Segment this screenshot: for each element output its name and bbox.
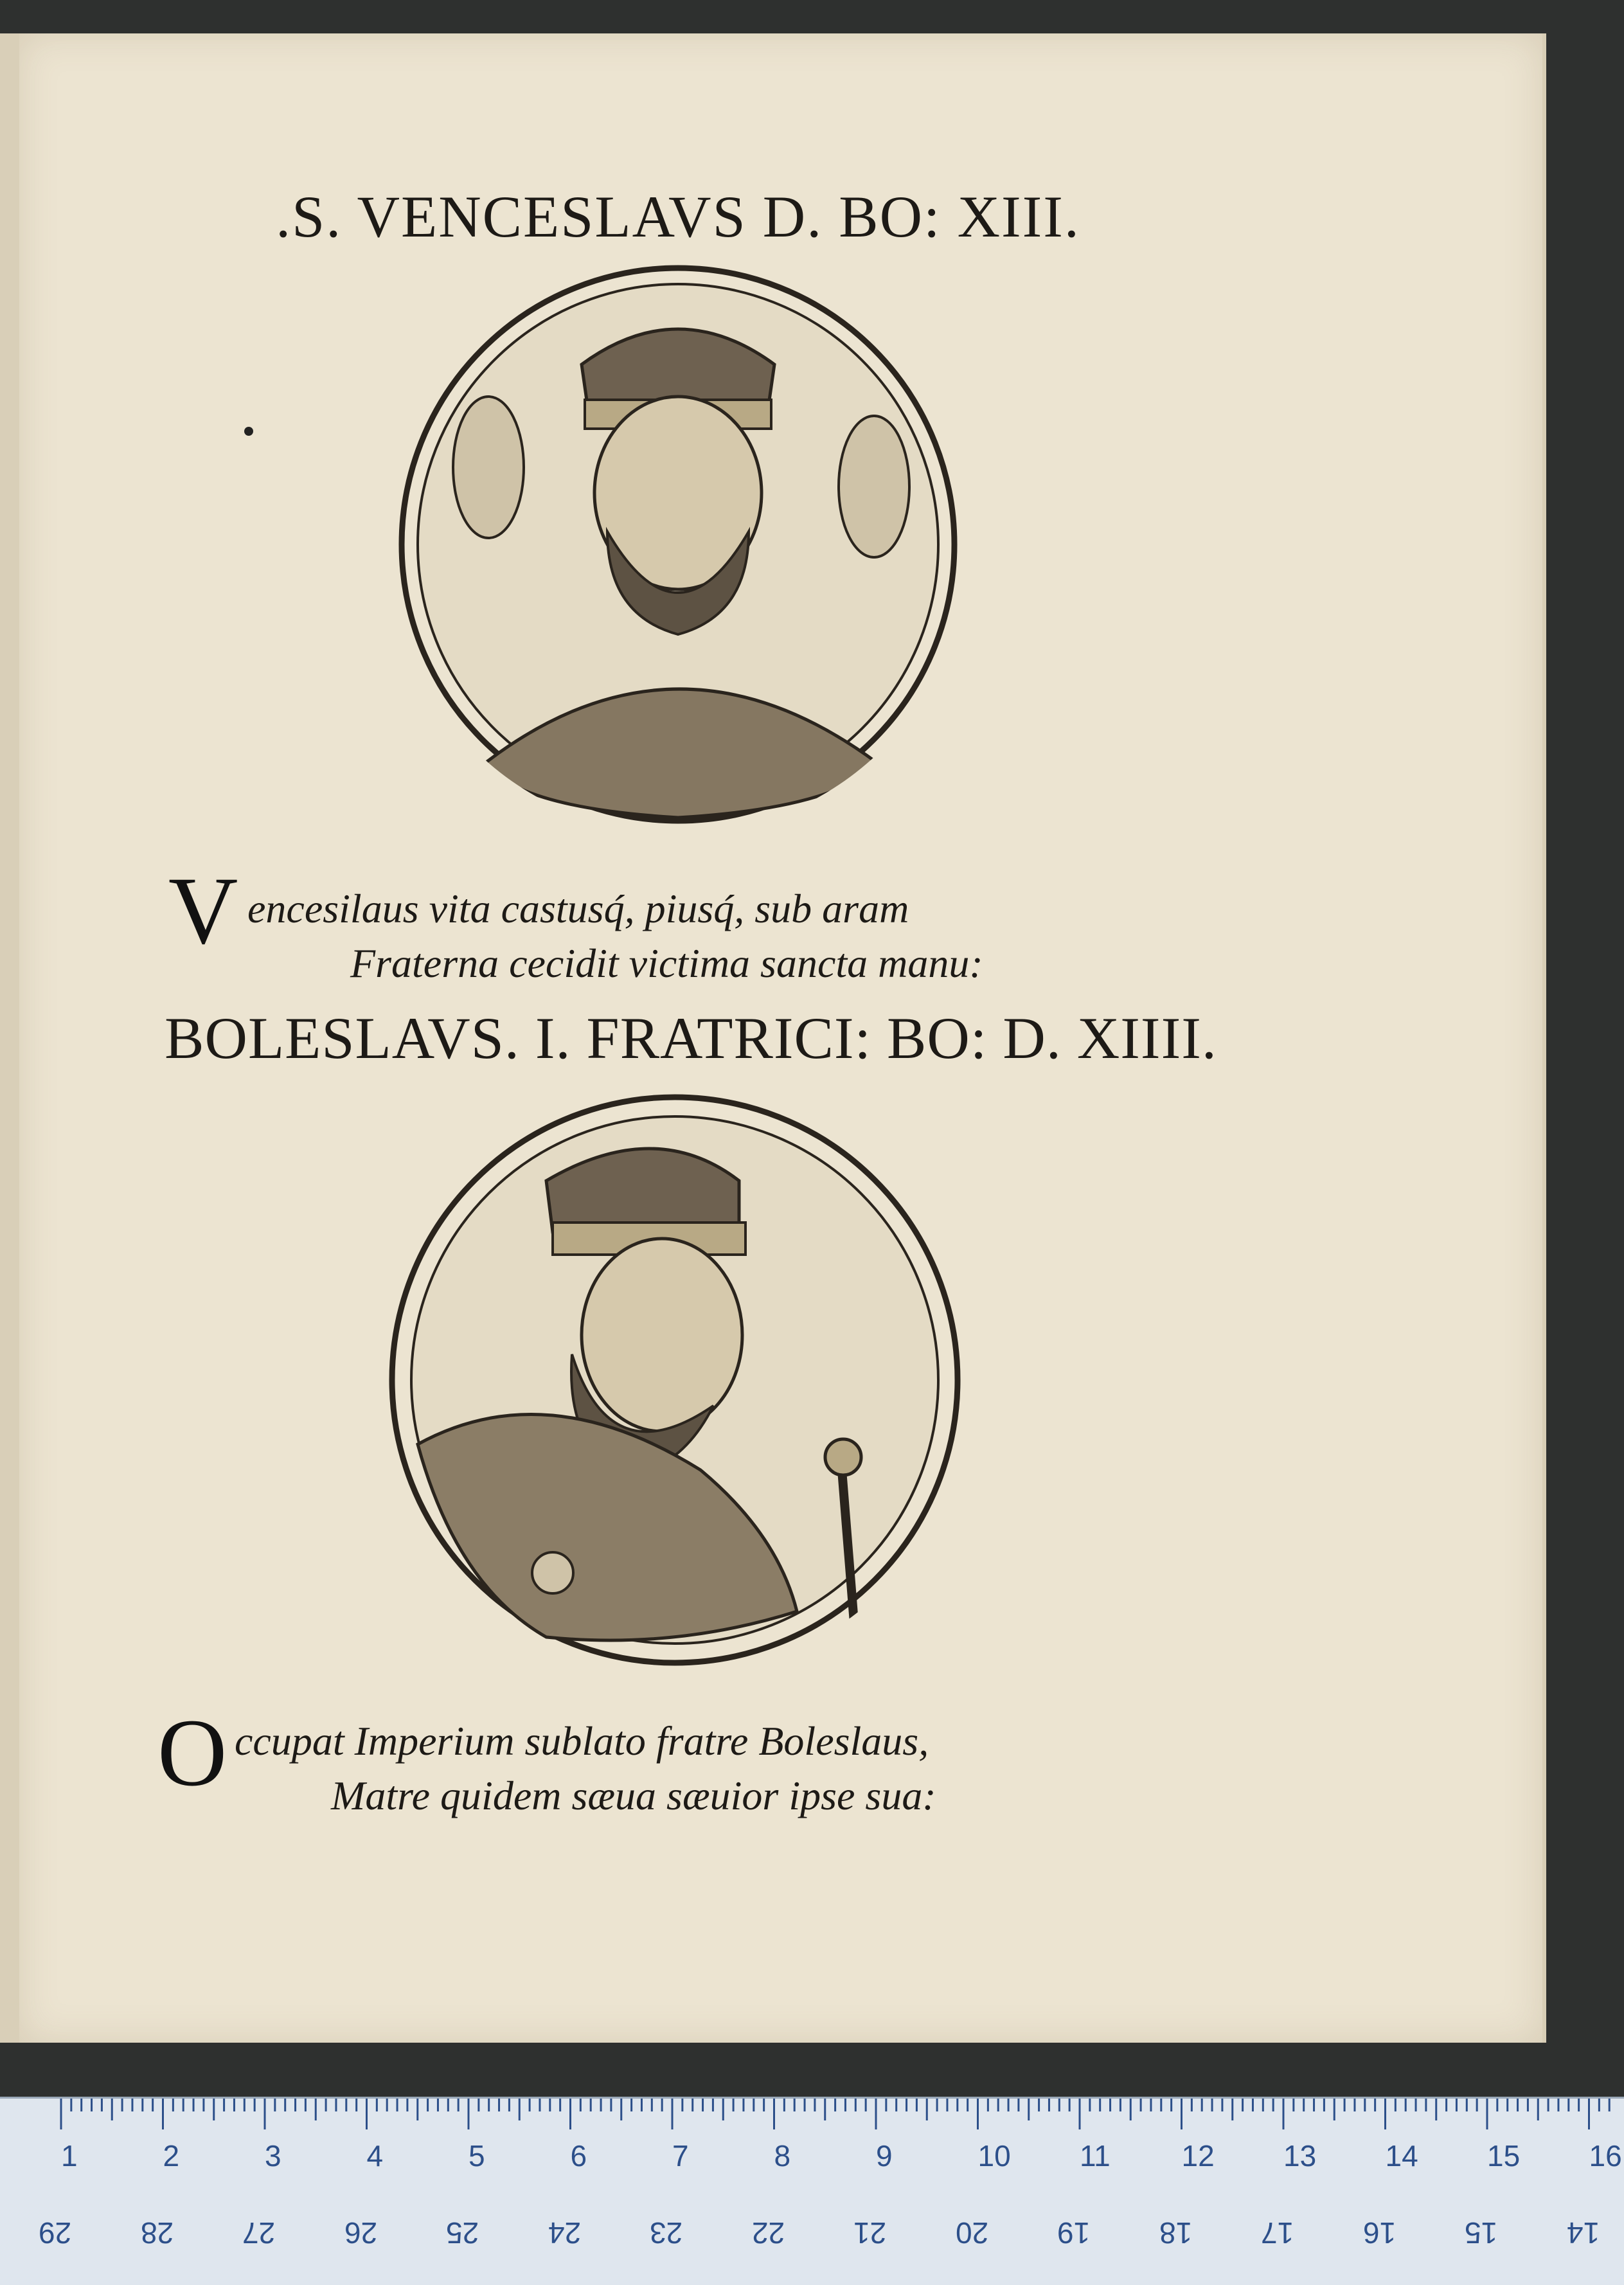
verse-line-2: Fraterna cecidit victima sancta manu: [350,940,983,986]
ink-mark [244,427,253,436]
verse-line-4: Matre quidem sæua sæuior ipse sua: [331,1773,936,1818]
ruler-label-top: 1 [61,2139,78,2173]
ruler-label-top: 15 [1487,2139,1521,2173]
ruler-label-top: 8 [774,2139,791,2173]
ruler-label-top: 2 [163,2139,180,2173]
ruler-label-bottom: 28 [140,2216,174,2250]
verse-line-1: encesilaus vita castusq́, piusq́, sub aram [247,886,909,931]
ruler-label-top: 12 [1181,2139,1215,2173]
page-title-venceslaus: .S. VENCESLAVS D. BO: XIII. [276,184,1080,249]
ruler-label-top: 7 [672,2139,689,2173]
page-title-boleslaus: BOLESLAVS. I. FRATRICI: BO: D. XIIII. [165,1005,1217,1071]
ruler-label-bottom: 24 [548,2216,581,2250]
ruler-label-bottom: 16 [1362,2216,1396,2250]
ruler-label-bottom: 29 [39,2216,72,2250]
ruler-label-bottom: 19 [1057,2216,1091,2250]
ruler-label-top: 3 [265,2139,281,2173]
verse-line-3: ccupat Imperium sublato fratre Boleslaus, [235,1718,929,1764]
measurement-ruler [0,2097,1624,2285]
ruler-label-top: 16 [1589,2139,1622,2173]
ruler-label-top: 9 [876,2139,893,2173]
drop-cap-o: O [157,1699,228,1806]
woodcut-portrait-venceslaus [389,255,967,834]
woodcut-portrait-boleslaus [379,1084,970,1676]
ruler-label-bottom: 17 [1261,2216,1294,2250]
ruler-label-bottom: 14 [1566,2216,1600,2250]
ruler-label-top: 5 [468,2139,485,2173]
ruler-label-bottom: 23 [650,2216,683,2250]
ruler-label-top: 6 [570,2139,587,2173]
book-page [19,33,1546,2043]
ruler-label-bottom: 25 [446,2216,479,2250]
ruler-label-bottom: 20 [955,2216,988,2250]
ruler-label-bottom: 27 [242,2216,276,2250]
ruler-label-bottom: 15 [1465,2216,1498,2250]
drop-cap-v: V [168,857,238,964]
ruler-label-bottom: 18 [1159,2216,1192,2250]
ruler-ticks [0,2099,1624,2285]
ruler-label-top: 4 [366,2139,384,2173]
ruler-label-top: 13 [1283,2139,1317,2173]
ruler-label-top: 14 [1385,2139,1418,2173]
ruler-label-bottom: 22 [751,2216,785,2250]
ruler-label-bottom: 26 [344,2216,377,2250]
ruler-label-top: 10 [977,2139,1011,2173]
ruler-label-bottom: 21 [853,2216,887,2250]
ruler-label-top: 11 [1080,2139,1111,2173]
